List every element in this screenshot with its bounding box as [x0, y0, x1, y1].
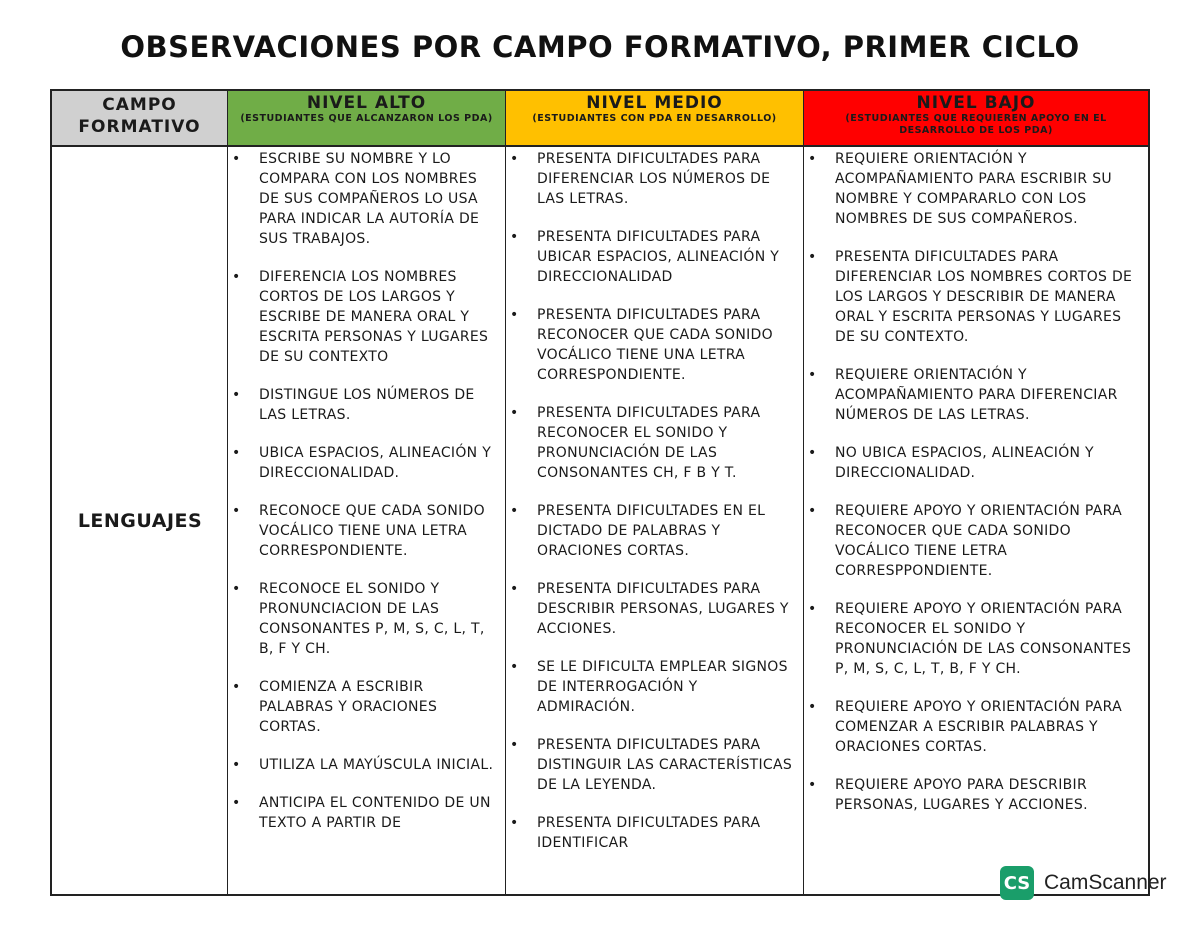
list-item [808, 149, 1140, 229]
list-item-text: REQUIERE APOYO PARA DESCRIBIR PERSONAS, LUGARES Y ACCIONES. [835, 777, 1088, 813]
list-item [232, 579, 497, 659]
medio-column [506, 147, 804, 894]
list-item-text: ANTICIPA EL CONTENIDO DE UN TEXTO A PARTIR DE [259, 795, 491, 831]
list-item-text: UTILIZA LA MAYÚSCULA INICIAL. [259, 757, 494, 773]
list-item [232, 267, 497, 367]
alto-column [228, 147, 506, 894]
bullet-icon: • [510, 503, 519, 519]
list-item [808, 775, 1140, 815]
list-item [510, 305, 795, 385]
list-item [232, 755, 497, 775]
header-bajo-subtitle: (ESTUDIANTES QUE REQUIEREN APOYO EN EL DESARROLLO DE LOS PDA) [845, 113, 1107, 136]
list-item-text: DIFERENCIA LOS NOMBRES CORTOS DE LOS LARGOS Y ESCRIBE DE MANERA ORAL Y ESCRITA PERSONAS Y LUGARES DE SU CONTEXTO [259, 269, 489, 365]
list-item [808, 247, 1140, 347]
bullet-icon: • [808, 777, 817, 793]
list-item-text: REQUIERE ORIENTACIÓN Y ACOMPAÑAMIENTO PARA ESCRIBIR SU NOMBRE Y COMPARARLO CON LOS NOMBRES DE SUS COMPAÑEROS. [835, 151, 1112, 227]
page-title: OBSERVACIONES POR CAMPO FORMATIVO, PRIMER CICLO [120, 30, 1080, 64]
list-item [232, 501, 497, 561]
bajo-list [808, 149, 1140, 815]
list-item-text: PRESENTA DIFICULTADES PARA UBICAR ESPACIOS, ALINEACIÓN Y DIRECCIONALIDAD [537, 229, 780, 285]
list-item-text: REQUIERE ORIENTACIÓN Y ACOMPAÑAMIENTO PARA DIFERENCIAR NÚMEROS DE LAS LETRAS. [835, 367, 1118, 423]
list-item-text: NO UBICA ESPACIOS, ALINEACIÓN Y DIRECCIONALIDAD. [835, 445, 1094, 481]
list-item [232, 149, 497, 249]
list-item [510, 227, 795, 287]
bullet-icon: • [510, 659, 519, 675]
list-item [808, 443, 1140, 483]
header-bajo-title: NIVEL BAJO [916, 93, 1036, 113]
bullet-icon: • [510, 151, 519, 167]
list-item-text: REQUIERE APOYO Y ORIENTACIÓN PARA RECONOCER QUE CADA SONIDO VOCÁLICO TIENE LETRA CORRESPPONDIENTE. [835, 503, 1122, 579]
list-item [510, 579, 795, 639]
header-campo-formativo [52, 91, 228, 147]
bullet-icon: • [808, 151, 817, 167]
list-item-text: RECONOCE EL SONIDO Y PRONUNCIACION DE LAS CONSONANTES P, M, S, C, L, T, B, F Y CH. [259, 581, 485, 657]
header-nivel-medio [506, 91, 804, 147]
list-item [232, 385, 497, 425]
bullet-icon: • [808, 367, 817, 383]
list-item-text: PRESENTA DIFICULTADES PARA DIFERENCIAR LOS NOMBRES CORTOS DE LOS LARGOS Y DESCRIBIR DE MANERA ORAL Y ESCRITA PERSONAS Y LUGARES DE SU CONTEXTO. [835, 249, 1133, 345]
list-item [808, 599, 1140, 679]
bullet-icon: • [808, 445, 817, 461]
list-item-text: PRESENTA DIFICULTADES PARA DESCRIBIR PERSONAS, LUGARES Y ACCIONES. [537, 581, 789, 637]
list-item-text: PRESENTA DIFICULTADES PARA DIFERENCIAR LOS NÚMEROS DE LAS LETRAS. [537, 151, 771, 207]
list-item-text: DISTINGUE LOS NÚMEROS DE LAS LETRAS. [259, 387, 475, 423]
list-item-text: PRESENTA DIFICULTADES PARA IDENTIFICAR [537, 815, 761, 851]
header-medio-subtitle: (ESTUDIANTES CON PDA EN DESARROLLO) [532, 113, 777, 124]
list-item-text: PRESENTA DIFICULTADES PARA RECONOCER EL SONIDO Y PRONUNCIACIÓN DE LAS CONSONANTES CH, F B Y T. [537, 405, 761, 481]
header-medio-title: NIVEL MEDIO [586, 93, 723, 113]
observations-table [50, 89, 1150, 896]
bullet-icon: • [808, 699, 817, 715]
header-alto-subtitle: (ESTUDIANTES QUE ALCANZARON LOS PDA) [240, 113, 493, 124]
bullet-icon: • [232, 151, 241, 167]
bullet-icon: • [232, 445, 241, 461]
bullet-icon: • [232, 757, 241, 773]
list-item [808, 501, 1140, 581]
list-item-text: COMIENZA A ESCRIBIR PALABRAS Y ORACIONES CORTAS. [259, 679, 438, 735]
camscanner-watermark [1000, 866, 1167, 900]
bullet-icon: • [808, 249, 817, 265]
bullet-icon: • [808, 601, 817, 617]
list-item [232, 443, 497, 483]
list-item [510, 657, 795, 717]
campo-lenguajes: LENGUAJES [77, 509, 203, 532]
campo-column [52, 147, 228, 894]
list-item-text: REQUIERE APOYO Y ORIENTACIÓN PARA COMENZAR A ESCRIBIR PALABRAS Y ORACIONES CORTAS. [835, 699, 1122, 755]
list-item-text: SE LE DIFICULTA EMPLEAR SIGNOS DE INTERROGACIÓN Y ADMIRACIÓN. [537, 659, 788, 715]
camscanner-logo-icon: CS [1000, 866, 1034, 900]
list-item [232, 677, 497, 737]
bullet-icon: • [510, 581, 519, 597]
alto-list [232, 149, 497, 833]
header-nivel-bajo [804, 91, 1148, 147]
medio-list [510, 149, 795, 853]
bullet-icon: • [232, 503, 241, 519]
bullet-icon: • [232, 581, 241, 597]
bullet-icon: • [232, 679, 241, 695]
list-item-text: PRESENTA DIFICULTADES EN EL DICTADO DE PALABRAS Y ORACIONES CORTAS. [537, 503, 766, 559]
list-item-text: PRESENTA DIFICULTADES PARA RECONOCER QUE CADA SONIDO VOCÁLICO TIENE UNA LETRA CORRESPONDIENTE. [537, 307, 773, 383]
list-item-text: ESCRIBE SU NOMBRE Y LO COMPARA CON LOS NOMBRES DE SUS COMPAÑEROS LO USA PARA INDICAR LA AUTORÍA DE SUS TRABAJOS. [259, 151, 480, 247]
header-campo-label: CAMPO FORMATIVO [78, 95, 201, 137]
list-item [510, 501, 795, 561]
list-item-text: PRESENTA DIFICULTADES PARA DISTINGUIR LAS CARACTERÍSTICAS DE LA LEYENDA. [537, 737, 793, 793]
bullet-icon: • [232, 795, 241, 811]
bullet-icon: • [510, 405, 519, 421]
bajo-column [804, 147, 1148, 894]
list-item [808, 697, 1140, 757]
bullet-icon: • [510, 737, 519, 753]
bullet-icon: • [510, 307, 519, 323]
bullet-icon: • [510, 815, 519, 831]
list-item [808, 365, 1140, 425]
list-item-text: REQUIERE APOYO Y ORIENTACIÓN PARA RECONOCER EL SONIDO Y PRONUNCIACIÓN DE LAS CONSONANTES P, M, S, C, L, T, B, F Y CH. [835, 601, 1132, 677]
list-item [510, 813, 795, 853]
list-item [510, 149, 795, 209]
list-item [510, 735, 795, 795]
list-item [232, 793, 497, 833]
bullet-icon: • [232, 387, 241, 403]
list-item-text: UBICA ESPACIOS, ALINEACIÓN Y DIRECCIONALIDAD. [259, 445, 492, 481]
bullet-icon: • [232, 269, 241, 285]
header-nivel-alto [228, 91, 506, 147]
camscanner-text: CamScanner [1044, 871, 1167, 894]
list-item [510, 403, 795, 483]
bullet-icon: • [510, 229, 519, 245]
list-item-text: RECONOCE QUE CADA SONIDO VOCÁLICO TIENE UNA LETRA CORRESPONDIENTE. [259, 503, 485, 559]
bullet-icon: • [808, 503, 817, 519]
header-alto-title: NIVEL ALTO [306, 93, 427, 113]
